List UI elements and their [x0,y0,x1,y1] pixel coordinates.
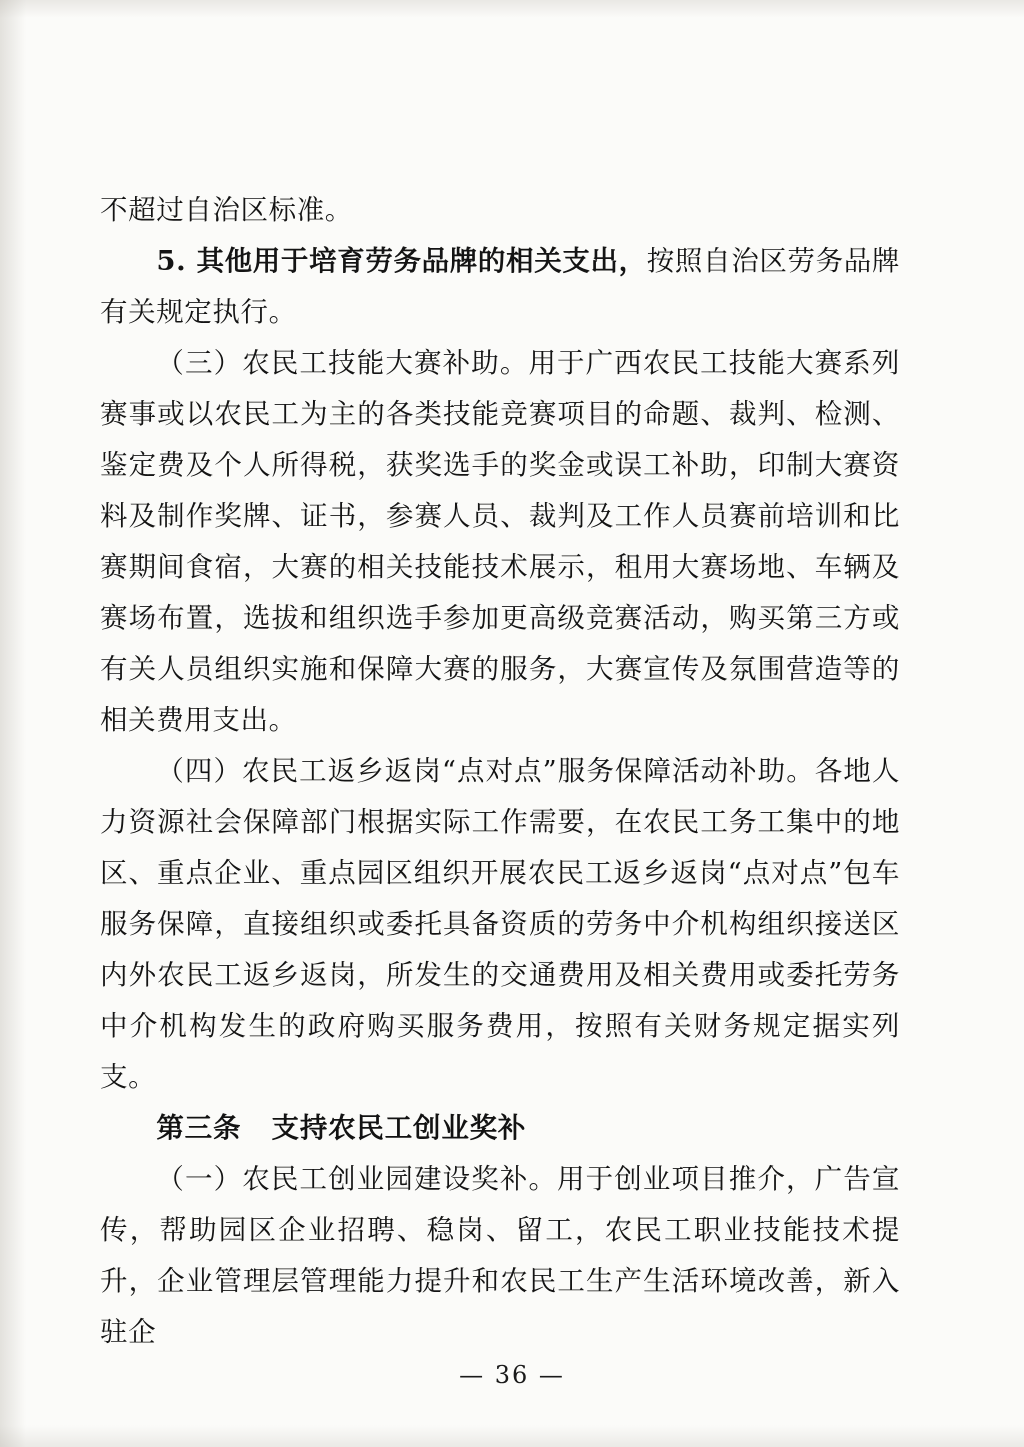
paragraph-continuation: 不超过自治区标准。 [100,194,353,226]
paragraph-item-5 [100,236,900,338]
paragraph-item-4: （四）农民工返乡返岗“点对点”服务保障活动补助。各地人力资源社会保障部门根据实际工作需要，在农民工务工集中的地区、重点企业、重点园区组织开展农民工返乡返岗“点对点”包车服务保障，直接组织或委托具备资质的劳务中介机构组织接送区内外农民工返乡返岗，所发生的交通费用及相关费用或委托劳务中介机构发生的政府购买服务费用，按照有关财务规定据实列支。 [100,755,900,1093]
page-edge-shadow-top [0,0,1024,18]
paragraph-item-1: （一）农民工创业园建设奖补。用于创业项目推介，广告宣传，帮助园区企业招聘、稳岗、留工，农民工职业技能技术提升，企业管理层管理能力提升和农民工生产生活环境改善，新入驻企 [100,1163,900,1348]
paragraph-item-5-bold-lead: 5. 其他用于培育劳务品牌的相关支出， [156,245,647,277]
section-heading-number: 第三条 [156,1112,242,1144]
paragraph-item-3: （三）农民工技能大赛补助。用于广西农民工技能大赛系列赛事或以农民工为主的各类技能竞赛项目的命题、裁判、检测、鉴定费及个人所得税，获奖选手的奖金或误工补助，印制大赛资料及制作奖牌、证书，参赛人员、裁判及工作人员赛前培训和比赛期间食宿，大赛的相关技能技术展示，租用大赛场地、车辆及赛场布置，选拔和组织选手参加更高级竞赛活动，购买第三方或有关人员组织实施和保障大赛的服务，大赛宣传及氛围营造等的相关费用支出。 [100,347,900,736]
page-content [100,185,900,1358]
page-edge-shadow-left [0,0,26,1447]
paragraph-item-5-rest: 按照自治区劳务品牌有关规定执行。 [100,245,900,328]
section-heading-article-3 [100,1103,900,1154]
page-edge-shadow-bottom [0,1425,1024,1447]
section-heading-title: 支持农民工创业奖补 [271,1112,527,1144]
page-number: — 36 — [459,1361,565,1389]
